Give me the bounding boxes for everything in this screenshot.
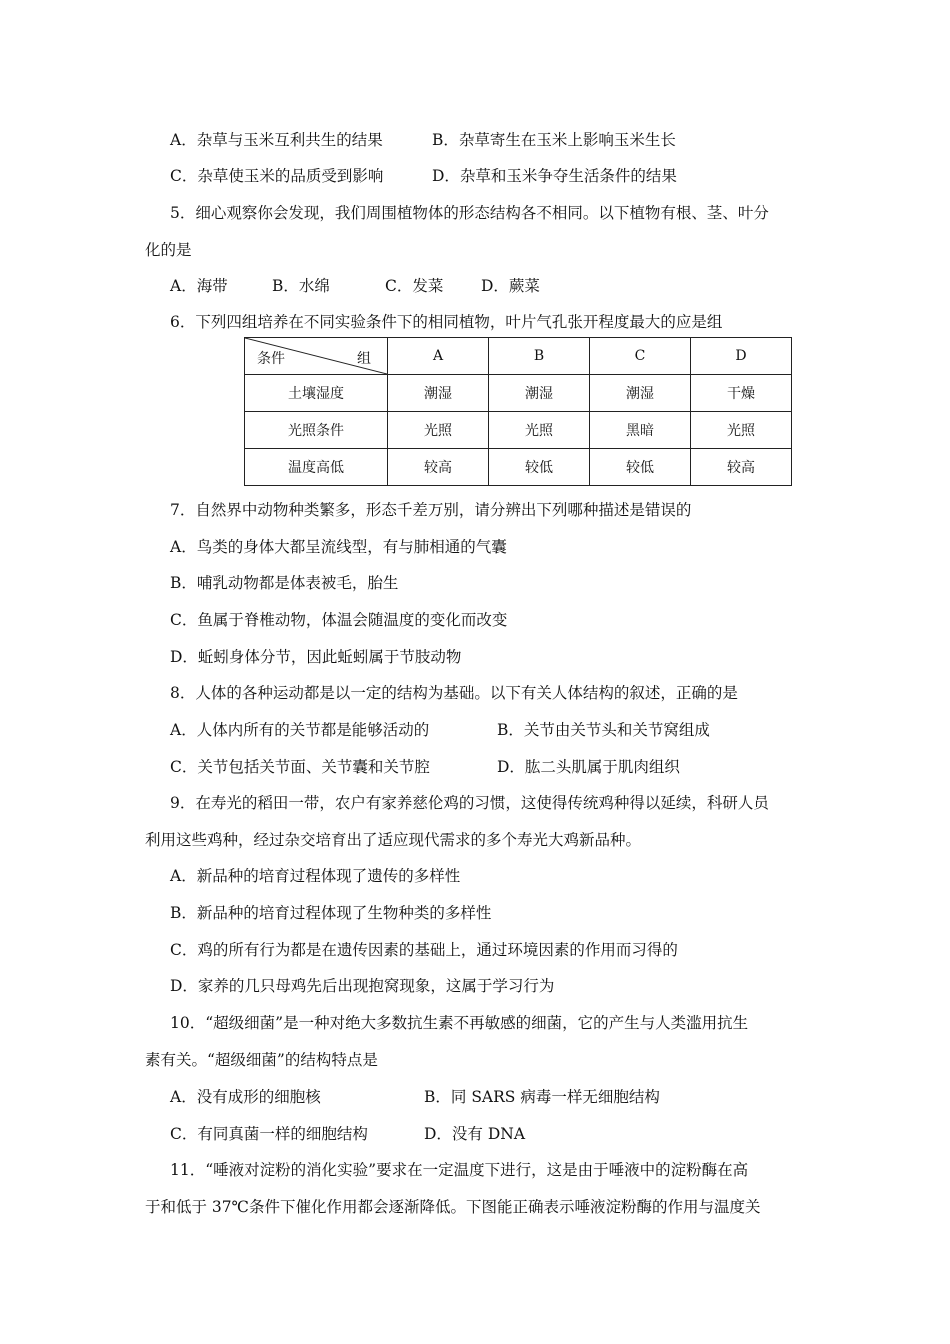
table-cell: 潮湿 bbox=[590, 375, 691, 412]
q9-option-d: D．家养的几只母鸡先后出现抱窝现象，这属于学习行为 bbox=[170, 977, 555, 995]
q11-stem-line2: 于和低于 37℃条件下催化作用都会逐渐降低。下图能正确表示唾液淀粉酶的作用与温度关 bbox=[145, 1198, 761, 1216]
q8-option-d: D．肱二头肌属于肌肉组织 bbox=[497, 758, 680, 776]
table-row bbox=[245, 375, 792, 412]
q9-option-b: B．新品种的培育过程体现了生物种类的多样性 bbox=[170, 904, 492, 922]
corner-label-group: 组 bbox=[357, 351, 371, 367]
q4-option-b: B．杂草寄生在玉米上影响玉米生长 bbox=[432, 131, 676, 149]
row-label: 土壤湿度 bbox=[245, 375, 388, 412]
table-cell: 光照 bbox=[691, 412, 792, 449]
q5-option-b: B．水绵 bbox=[272, 277, 330, 295]
q9-stem-line1: 9．在寿光的稻田一带，农户有家养慈伦鸡的习惯，这使得传统鸡种得以延续，科研人员 bbox=[170, 794, 769, 812]
table-cell: 潮湿 bbox=[388, 375, 489, 412]
q9-stem-line2: 利用这些鸡种，经过杂交培育出了适应现代需求的多个寿光大鸡新品种。 bbox=[145, 831, 642, 849]
q4-option-c: C．杂草使玉米的品质受到影响 bbox=[170, 167, 384, 185]
q8-stem: 8．人体的各种运动都是以一定的结构为基础。以下有关人体结构的叙述，正确的是 bbox=[170, 684, 738, 702]
table-corner-cell bbox=[245, 338, 388, 375]
q6-stem: 6．下列四组培养在不同实验条件下的相同植物，叶片气孔张开程度最大的应是组 bbox=[170, 313, 723, 331]
q11-stem-line1: 11．“唾液对淀粉的消化实验”要求在一定温度下进行，这是由于唾液中的淀粉酶在高 bbox=[170, 1161, 749, 1179]
row-label: 温度高低 bbox=[245, 449, 388, 486]
q4-option-d: D．杂草和玉米争夺生活条件的结果 bbox=[432, 167, 677, 185]
group-header: D bbox=[691, 338, 792, 375]
q10-option-a: A．没有成形的细胞核 bbox=[170, 1088, 321, 1106]
table-cell: 较高 bbox=[691, 449, 792, 486]
q9-option-a: A．新品种的培育过程体现了遗传的多样性 bbox=[170, 867, 461, 885]
q8-option-c: C．关节包括关节面、关节囊和关节腔 bbox=[170, 758, 430, 776]
q10-option-d: D．没有 DNA bbox=[424, 1125, 526, 1143]
group-header: B bbox=[489, 338, 590, 375]
table-cell: 潮湿 bbox=[489, 375, 590, 412]
table-header-row bbox=[245, 338, 792, 375]
q5-option-c: C．发菜 bbox=[385, 277, 444, 295]
q7-option-b: B．哺乳动物都是体表被毛，胎生 bbox=[170, 574, 399, 592]
q6-conditions-table bbox=[244, 337, 792, 486]
group-header: C bbox=[590, 338, 691, 375]
q7-option-d: D．蚯蚓身体分节，因此蚯蚓属于节肢动物 bbox=[170, 648, 462, 666]
q10-stem-line2: 素有关。“超级细菌”的结构特点是 bbox=[145, 1051, 378, 1069]
q5-option-d: D．蕨菜 bbox=[481, 277, 540, 295]
table-cell: 光照 bbox=[489, 412, 590, 449]
q7-option-c: C．鱼属于脊椎动物，体温会随温度的变化而改变 bbox=[170, 611, 508, 629]
q10-stem-line1: 10．“超级细菌”是一种对绝大多数抗生素不再敏感的细菌，它的产生与人类滥用抗生 bbox=[170, 1014, 749, 1032]
table-cell: 干燥 bbox=[691, 375, 792, 412]
q5-option-a: A．海带 bbox=[170, 277, 228, 295]
group-header: A bbox=[388, 338, 489, 375]
table-cell: 较高 bbox=[388, 449, 489, 486]
table-row bbox=[245, 412, 792, 449]
table-cell: 较低 bbox=[590, 449, 691, 486]
q10-option-b: B．同 SARS 病毒一样无细胞结构 bbox=[424, 1088, 660, 1106]
q7-option-a: A．鸟类的身体大都呈流线型，有与肺相通的气囊 bbox=[170, 538, 507, 556]
corner-label-condition: 条件 bbox=[257, 351, 285, 367]
q8-option-b: B．关节由关节头和关节窝组成 bbox=[497, 721, 710, 739]
row-label: 光照条件 bbox=[245, 412, 388, 449]
table-cell: 黑暗 bbox=[590, 412, 691, 449]
q10-option-c: C．有同真菌一样的细胞结构 bbox=[170, 1125, 368, 1143]
q8-option-a: A．人体内所有的关节都是能够活动的 bbox=[170, 721, 430, 739]
q5-stem-line1: 5．细心观察你会发现，我们周围植物体的形态结构各不相同。以下植物有根、茎、叶分 bbox=[170, 204, 769, 222]
q7-stem: 7．自然界中动物种类繁多，形态千差万别，请分辨出下列哪种描述是错误的 bbox=[170, 501, 692, 519]
table-cell: 较低 bbox=[489, 449, 590, 486]
q9-option-c: C．鸡的所有行为都是在遗传因素的基础上，通过环境因素的作用而习得的 bbox=[170, 941, 678, 959]
q4-option-a: A．杂草与玉米互利共生的结果 bbox=[170, 131, 383, 149]
q5-stem-line2: 化的是 bbox=[145, 241, 192, 259]
table-row bbox=[245, 449, 792, 486]
table-cell: 光照 bbox=[388, 412, 489, 449]
